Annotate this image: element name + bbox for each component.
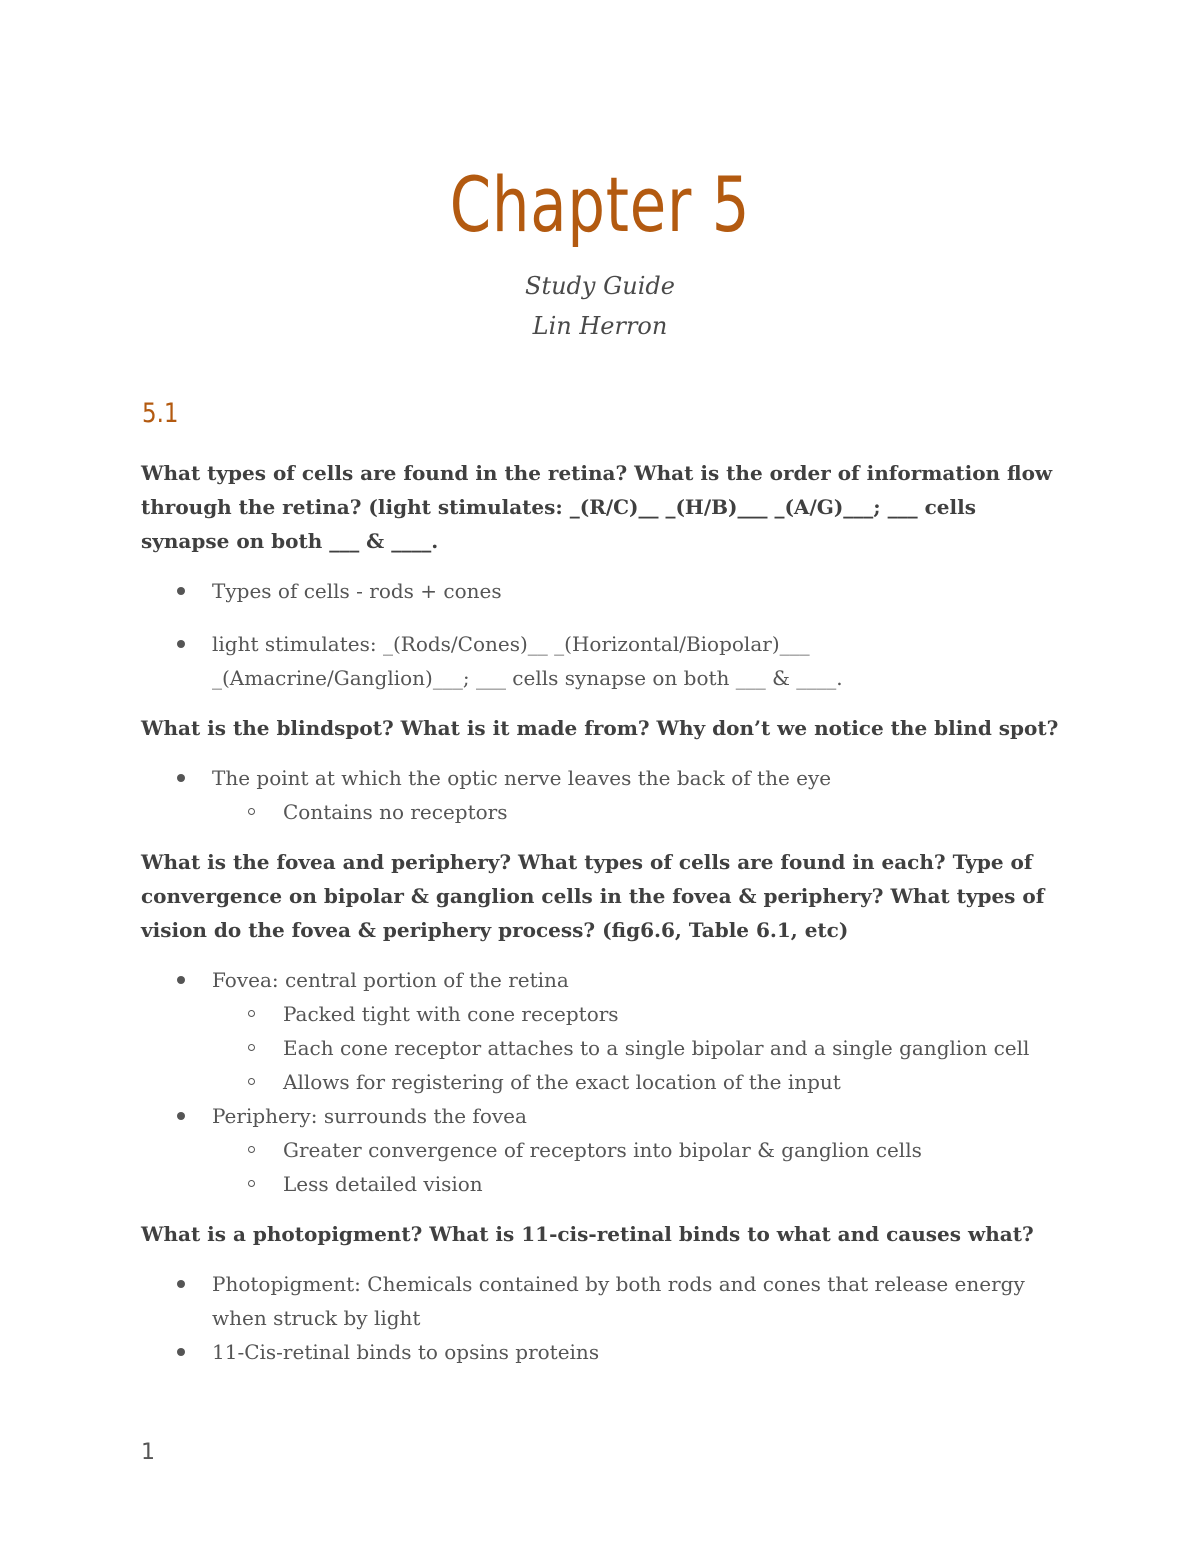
list-item: [141, 574, 1061, 608]
bullet-icon: [177, 1348, 185, 1356]
sub-list-item-text: Less detailed vision: [283, 1172, 483, 1196]
hollow-bullet-icon: [248, 1010, 255, 1017]
list-item: [141, 761, 1061, 829]
list-item-text: Periphery: surrounds the fovea: [212, 1104, 527, 1128]
sub-list: [212, 795, 1061, 829]
list-item-text: light stimulates: _(Rods/Cones)__ _(Horizontal/Biopolar)___ _(Amacrine/Ganglion)___; ___ cells synapse on both ___ & ____.: [212, 632, 843, 690]
sub-list: [212, 997, 1061, 1099]
subtitle: Study Guide: [525, 272, 675, 300]
page-number: 1: [141, 1440, 155, 1465]
sub-list-item: [212, 1133, 1061, 1167]
list-item-text: Types of cells - rods + cones: [212, 579, 502, 603]
sub-list-item-text: Each cone receptor attaches to a single bipolar and a single ganglion cell: [283, 1036, 1030, 1060]
sub-list-item-text: Packed tight with cone receptors: [283, 1002, 619, 1026]
sub-list-item: [212, 795, 1061, 829]
hollow-bullet-icon: [248, 1146, 255, 1153]
bullet-icon: [177, 640, 185, 648]
list-item: [141, 627, 1061, 695]
sub-list-item: [212, 1031, 1061, 1065]
hollow-bullet-icon: [248, 1180, 255, 1187]
list-item-text: 11-Cis-retinal binds to opsins proteins: [212, 1340, 600, 1364]
list-item-fovea: [141, 963, 1061, 1099]
answer-list-photopigment: [141, 1267, 1061, 1369]
list-item-text: Photopigment: Chemicals contained by both rods and cones that release energy when struck by light: [212, 1272, 1025, 1330]
sub-list-item: [212, 997, 1061, 1031]
sub-list-item-text: Allows for registering of the exact location of the input: [283, 1070, 841, 1094]
chapter-title: Chapter 5: [449, 160, 751, 249]
sub-list-item: [212, 1167, 1061, 1201]
hollow-bullet-icon: [248, 1078, 255, 1085]
bullet-icon: [177, 1280, 185, 1288]
hollow-bullet-icon: [248, 1044, 255, 1051]
question-retina-cells: What types of cells are found in the retina? What is the order of information flow through the retina? (light stimulates: _(R/C)__ _(H/B)___ _(A/G)___; ___ cells synapse on both ___ & ____.: [141, 461, 1053, 553]
study-guide-content: [141, 456, 1061, 1385]
sub-list-item-text: Greater convergence of receptors into bipolar & ganglion cells: [283, 1138, 922, 1162]
answer-list-fovea: [141, 963, 1061, 1201]
bullet-icon: [177, 976, 185, 984]
list-item-text: Fovea: central portion of the retina: [212, 968, 569, 992]
question-blindspot: What is the blindspot? What is it made from? Why don’t we notice the blind spot?: [141, 716, 1059, 740]
list-item-periphery: [141, 1099, 1061, 1201]
bullet-icon: [177, 774, 185, 782]
answer-list-retina: [141, 574, 1061, 695]
hollow-bullet-icon: [248, 808, 255, 815]
bullet-icon: [177, 1112, 185, 1120]
list-item: [141, 1267, 1061, 1335]
section-heading: 5.1: [142, 398, 179, 429]
sub-list: [212, 1133, 1061, 1201]
sub-list-item: [212, 1065, 1061, 1099]
list-item: [141, 1335, 1061, 1369]
sub-list-item-text: Contains no receptors: [283, 800, 508, 824]
bullet-icon: [177, 587, 185, 595]
author-name: Lin Herron: [532, 312, 668, 340]
question-fovea-periphery: What is the fovea and periphery? What types of cells are found in each? Type of convergence on bipolar & ganglion cells in the fovea & periphery? What types of vision do the fovea & periphery process? (fig6.6, Table 6.1, etc): [141, 850, 1045, 942]
list-item-text: The point at which the optic nerve leaves the back of the eye: [212, 766, 832, 790]
question-photopigment: What is a photopigment? What is 11-cis-retinal binds to what and causes what?: [141, 1222, 1034, 1246]
answer-list-blindspot: [141, 761, 1061, 829]
